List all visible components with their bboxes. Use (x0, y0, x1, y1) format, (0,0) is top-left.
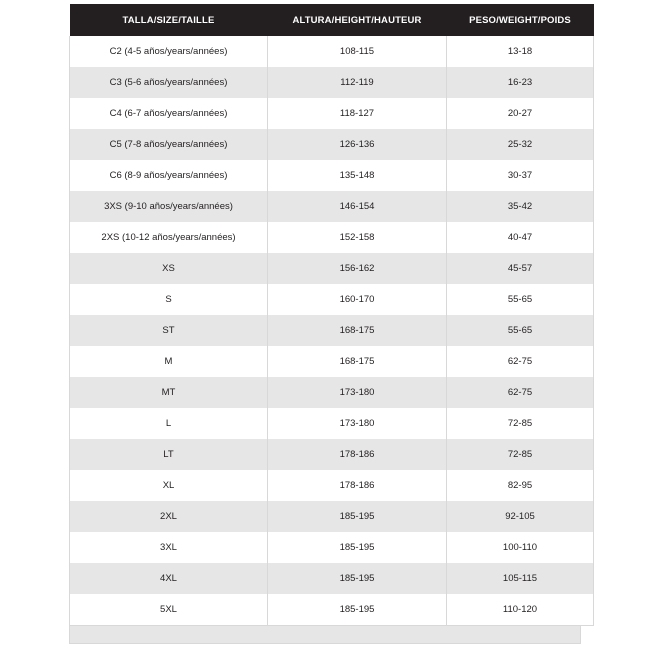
cell-weight: 110-120 (447, 594, 594, 626)
cell-size: LT (70, 439, 268, 470)
cell-size: C6 (8-9 años/years/années) (70, 160, 268, 191)
table-head (70, 4, 594, 36)
cell-weight: 105-115 (447, 563, 594, 594)
cell-size: C4 (6-7 años/years/années) (70, 98, 268, 129)
table-row (70, 36, 594, 67)
table-header-row (70, 4, 594, 36)
cell-weight: 82-95 (447, 470, 594, 501)
cell-weight: 55-65 (447, 315, 594, 346)
cell-weight: 72-85 (447, 439, 594, 470)
column-header-height: ALTURA/HEIGHT/HAUTEUR (268, 4, 447, 36)
cell-height: 156-162 (268, 253, 447, 284)
table-row (70, 346, 594, 377)
cell-weight: 16-23 (447, 67, 594, 98)
cell-weight: 13-18 (447, 36, 594, 67)
cell-weight: 40-47 (447, 222, 594, 253)
cell-weight: 25-32 (447, 129, 594, 160)
cell-height: 173-180 (268, 377, 447, 408)
cell-height: 152-158 (268, 222, 447, 253)
cell-height: 178-186 (268, 470, 447, 501)
cell-weight: 62-75 (447, 377, 594, 408)
cell-height: 126-136 (268, 129, 447, 160)
cell-height: 118-127 (268, 98, 447, 129)
table-row (70, 563, 594, 594)
cell-size: MT (70, 377, 268, 408)
table-row (70, 594, 594, 626)
cell-height: 168-175 (268, 315, 447, 346)
cell-weight: 62-75 (447, 346, 594, 377)
table-footer-strip (69, 626, 581, 644)
table-row (70, 532, 594, 563)
table-row (70, 67, 594, 98)
cell-height: 168-175 (268, 346, 447, 377)
cell-height: 185-195 (268, 594, 447, 626)
cell-size: 3XS (9-10 años/years/années) (70, 191, 268, 222)
cell-size: 4XL (70, 563, 268, 594)
cell-weight: 92-105 (447, 501, 594, 532)
cell-size: L (70, 408, 268, 439)
cell-size: ST (70, 315, 268, 346)
cell-weight: 72-85 (447, 408, 594, 439)
cell-weight: 55-65 (447, 284, 594, 315)
table-row (70, 439, 594, 470)
cell-weight: 30-37 (447, 160, 594, 191)
cell-size: C2 (4-5 años/years/années) (70, 36, 268, 67)
table-row (70, 191, 594, 222)
cell-size: 2XS (10-12 años/years/années) (70, 222, 268, 253)
cell-height: 185-195 (268, 563, 447, 594)
cell-size: C3 (5-6 años/years/années) (70, 67, 268, 98)
cell-height: 173-180 (268, 408, 447, 439)
table-body (70, 36, 594, 626)
cell-weight: 100-110 (447, 532, 594, 563)
table-row (70, 98, 594, 129)
cell-height: 185-195 (268, 532, 447, 563)
cell-height: 146-154 (268, 191, 447, 222)
table-row (70, 222, 594, 253)
table-row (70, 501, 594, 532)
cell-size: M (70, 346, 268, 377)
cell-size: XS (70, 253, 268, 284)
cell-height: 108-115 (268, 36, 447, 67)
table-row (70, 470, 594, 501)
table-row (70, 284, 594, 315)
size-chart-table (69, 4, 594, 626)
cell-weight: 35-42 (447, 191, 594, 222)
cell-weight: 45-57 (447, 253, 594, 284)
table-row (70, 253, 594, 284)
table-row (70, 315, 594, 346)
table-row (70, 377, 594, 408)
column-header-weight: PESO/WEIGHT/POIDS (447, 4, 594, 36)
cell-size: 3XL (70, 532, 268, 563)
cell-weight: 20-27 (447, 98, 594, 129)
cell-size: C5 (7-8 años/years/années) (70, 129, 268, 160)
table-row (70, 129, 594, 160)
cell-height: 160-170 (268, 284, 447, 315)
table-row (70, 408, 594, 439)
cell-height: 112-119 (268, 67, 447, 98)
cell-size: 5XL (70, 594, 268, 626)
cell-size: S (70, 284, 268, 315)
cell-height: 178-186 (268, 439, 447, 470)
column-header-size: TALLA/SIZE/TAILLE (70, 4, 268, 36)
table-row (70, 160, 594, 191)
cell-size: 2XL (70, 501, 268, 532)
cell-height: 135-148 (268, 160, 447, 191)
cell-size: XL (70, 470, 268, 501)
cell-height: 185-195 (268, 501, 447, 532)
size-chart-container (69, 4, 581, 644)
